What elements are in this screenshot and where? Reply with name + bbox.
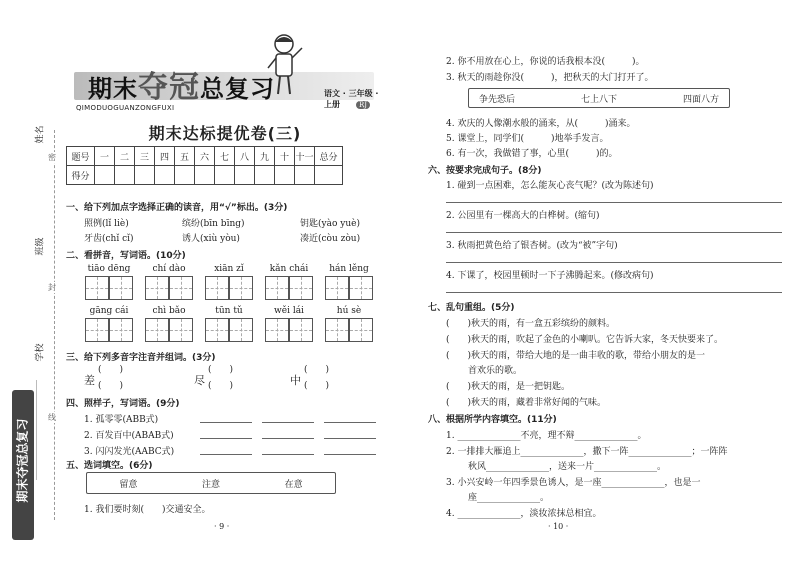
- pinyin-label: kǎn chái: [269, 264, 309, 274]
- polyphone-paren: ( ): [304, 381, 330, 391]
- section-7-heading: 七、乱句重组。(5分): [428, 303, 515, 313]
- word-bank: [468, 88, 730, 108]
- writing-box[interactable]: [145, 318, 169, 342]
- word-option: 四面八方: [682, 94, 719, 105]
- polyphone-paren: ( ): [98, 381, 124, 391]
- left-page: [64, 0, 386, 566]
- polyphone-char: 差: [84, 374, 95, 387]
- answer-line[interactable]: [446, 292, 782, 293]
- s7-item: ( )秋天的雨，藏着非常好闻的气味。: [446, 398, 607, 408]
- answer-line[interactable]: [324, 438, 376, 439]
- s8-item-cont: 秋风______________，送来一片______________。: [468, 462, 667, 472]
- page-number: · 10 ·: [548, 522, 569, 531]
- answer-line[interactable]: [324, 454, 376, 455]
- page-number: · 9 ·: [214, 522, 230, 531]
- polyphone-paren: ( ): [98, 365, 124, 375]
- score-header-cell: 二: [115, 147, 135, 166]
- polyphone-paren: ( ): [208, 365, 234, 375]
- brand-logo: [88, 62, 275, 106]
- answer-line[interactable]: [262, 454, 314, 455]
- answer-line[interactable]: [446, 262, 782, 263]
- writing-box[interactable]: [349, 276, 373, 300]
- word-option: 留意: [119, 479, 138, 490]
- section-2-heading: 二、看拼音，写词语。(10分): [66, 251, 186, 261]
- section-3-heading: 三、给下列多音字注音并组词。(3分): [66, 353, 216, 363]
- writing-box[interactable]: [349, 318, 373, 342]
- writing-box[interactable]: [325, 276, 349, 300]
- answer-line[interactable]: [262, 438, 314, 439]
- s4-item: 1. 孤零零(ABB式): [84, 415, 159, 425]
- section-8-heading: 八、根据所学内容填空。(11分): [428, 415, 557, 425]
- score-header-cell: 八: [235, 147, 255, 166]
- s6-item: 3. 秋雨把黄色给了银杏树。(改为“被”字句): [446, 241, 618, 251]
- writing-box[interactable]: [109, 318, 133, 342]
- pinyin-label: hán lěng: [329, 264, 369, 274]
- word-option: 七上八下: [580, 94, 617, 105]
- polyphone-char: 中: [290, 374, 301, 387]
- score-row: [67, 166, 343, 185]
- pinyin-label: chì bǎo: [152, 306, 186, 316]
- s8-item: 4. ______________，淡妆浓抹总相宜。: [446, 509, 602, 519]
- s1-item: 凑近(còu zòu): [300, 234, 361, 244]
- score-header-cell: 六: [195, 147, 215, 166]
- score-cell[interactable]: [235, 166, 255, 185]
- writing-box[interactable]: [169, 318, 193, 342]
- writing-box[interactable]: [169, 276, 193, 300]
- score-row-label: 得分: [67, 166, 95, 185]
- s7-item-cont: 首欢乐的歌。: [468, 366, 523, 376]
- score-header-cell: 一: [95, 147, 115, 166]
- section-4-heading: 四、照样子，写词语。(9分): [66, 399, 180, 409]
- s7-item: ( )秋天的雨，有一盒五彩缤纷的颜料。: [446, 319, 616, 329]
- score-header-cell: 十一: [295, 147, 315, 166]
- pinyin-label: tūn tǔ: [215, 306, 243, 316]
- fill-question: 3. 秋天的雨趁你没( )，把秋天的大门打开了。: [446, 73, 654, 83]
- answer-line[interactable]: [200, 438, 252, 439]
- seal-char-feng: 封: [48, 283, 56, 292]
- score-header-cell: 十: [275, 147, 295, 166]
- answer-line[interactable]: [200, 422, 252, 423]
- score-header-cell: 三: [135, 147, 155, 166]
- answer-line[interactable]: [446, 232, 782, 233]
- writing-box[interactable]: [205, 318, 229, 342]
- writing-box[interactable]: [85, 276, 109, 300]
- pinyin-label: xiān zǐ: [214, 264, 244, 274]
- s4-item: 2. 百发百中(ABAB式): [84, 431, 174, 441]
- s1-item: 牙齿(chǐ cǐ): [84, 234, 134, 244]
- s7-item: ( )秋天的雨，吹起了金色的小喇叭。它告诉大家，冬天快要来了。: [446, 335, 724, 345]
- pinyin-label: wěi lái: [274, 306, 304, 316]
- name-label: 姓名: [35, 125, 46, 144]
- s1-item: 缤纷(bīn bīng): [182, 219, 245, 229]
- writing-box[interactable]: [289, 318, 313, 342]
- score-cell[interactable]: [255, 166, 275, 185]
- word-option: 在意: [284, 479, 303, 490]
- answer-line[interactable]: [262, 422, 314, 423]
- writing-box[interactable]: [85, 318, 109, 342]
- s7-item: ( )秋天的雨，是一把钥匙。: [446, 382, 571, 392]
- seal-line: [54, 130, 55, 520]
- score-cell[interactable]: [135, 166, 155, 185]
- score-cell[interactable]: [195, 166, 215, 185]
- writing-box[interactable]: [325, 318, 349, 342]
- word-option: 争先恐后: [479, 94, 516, 105]
- s8-item: 3. 小兴安岭一年四季景色诱人，是一座______________，也是一: [446, 478, 701, 488]
- s6-item: 1. 碰到一点困难，怎么能灰心丧气呢？(改为陈述句): [446, 181, 654, 191]
- s5-question: 1. 我们要时刻( )交通安全。: [84, 505, 211, 515]
- s7-item: ( )秋天的雨，带给大地的是一曲丰收的歌，带给小朋友的是一: [446, 351, 706, 361]
- score-header-cell: 九: [255, 147, 275, 166]
- grade-badge: RJ: [356, 101, 370, 109]
- s1-item: 钥匙(yào yuè): [300, 219, 360, 229]
- writing-box[interactable]: [205, 276, 229, 300]
- s8-item: 1. ______________不亮，理不辩______________。: [446, 431, 647, 441]
- polyphone-paren: ( ): [304, 365, 330, 375]
- binding-margin: [0, 0, 62, 566]
- s1-item: 照例(lǐ liè): [84, 219, 129, 229]
- writing-box[interactable]: [229, 276, 253, 300]
- score-header-cell: 五: [175, 147, 195, 166]
- word-option: 注意: [201, 479, 220, 490]
- score-header-cell: 四: [155, 147, 175, 166]
- score-cell[interactable]: [215, 166, 235, 185]
- vertical-brand-logo: [12, 390, 34, 540]
- fill-question: 6. 有一次，我做错了事，心里( )的。: [446, 149, 618, 159]
- s8-item-cont: 座______________。: [468, 493, 550, 503]
- answer-line[interactable]: [446, 202, 782, 203]
- polyphone-char: 尽: [194, 374, 205, 387]
- section-5-heading: 五、选词填空。(6分): [66, 461, 153, 471]
- answer-line[interactable]: [200, 454, 252, 455]
- right-page: [426, 0, 796, 566]
- s6-item: 2. 公园里有一棵高大的白桦树。(缩句): [446, 211, 600, 221]
- writing-box[interactable]: [145, 276, 169, 300]
- fill-question: 4. 欢庆的人像潮水般的涌来，从( )涌来。: [446, 119, 636, 129]
- score-header-cell: 七: [215, 147, 235, 166]
- score-cell[interactable]: [115, 166, 135, 185]
- score-header-cell: 总分: [315, 147, 343, 166]
- brand-title-a: 期末: [88, 75, 138, 103]
- section-1-heading: 一、给下列加点字选择正确的读音，用“√”标出。(3分): [66, 203, 288, 213]
- school-label: 学校: [35, 343, 46, 362]
- vertical-brand-text: 期末夺冠总复习: [15, 418, 30, 503]
- fill-question: 2. 你不用放在心上，你说的话我根本没( )。: [446, 57, 645, 67]
- word-bank: [86, 472, 336, 494]
- score-cell[interactable]: [295, 166, 315, 185]
- fill-question: 5. 课堂上，同学们( )地举手发言。: [446, 134, 609, 144]
- polyphone-paren: ( ): [208, 381, 234, 391]
- writing-box[interactable]: [265, 318, 289, 342]
- paper-title: 期末达标提优卷(三): [148, 124, 302, 143]
- s8-item: 2. 一排排大雁追上______________，撒下一阵______________；一阵阵: [446, 447, 728, 457]
- class-label: 班级: [35, 237, 46, 256]
- pinyin-label: gāng cái: [89, 306, 129, 316]
- score-table: [66, 146, 343, 185]
- score-header-cell: 题号: [67, 147, 95, 166]
- mascot-icon: [262, 30, 306, 100]
- writing-box[interactable]: [289, 276, 313, 300]
- seal-char-mi: 密: [48, 153, 56, 162]
- score-cell[interactable]: [315, 166, 343, 185]
- section-6-heading: 六、按要求完成句子。(8分): [428, 166, 542, 176]
- s1-item: 诱人(xiù yòu): [182, 234, 240, 244]
- s6-item: 4. 下课了，校园里顿时一下子沸腾起来。(修改病句): [446, 271, 654, 281]
- s4-item: 3. 闪闪发光(AABC式): [84, 447, 175, 457]
- score-cell[interactable]: [275, 166, 295, 185]
- brand-title-c: 总复习: [200, 75, 275, 103]
- brand-title-b: 夺冠: [138, 70, 200, 105]
- score-cell[interactable]: [175, 166, 195, 185]
- divider: [36, 380, 44, 480]
- seal-char-xian: 线: [48, 413, 56, 422]
- writing-box[interactable]: [229, 318, 253, 342]
- brand-pinyin: QIMODUOGUANZONGFUXI: [76, 104, 175, 112]
- writing-box[interactable]: [265, 276, 289, 300]
- writing-box[interactable]: [109, 276, 133, 300]
- pinyin-label: chí dào: [152, 264, 186, 274]
- score-header-row: [67, 147, 343, 166]
- grade-tag: 语文 · 三年级 · 上册: [324, 89, 379, 109]
- answer-line[interactable]: [324, 422, 376, 423]
- pinyin-label: hú sè: [336, 306, 362, 316]
- score-cell[interactable]: [155, 166, 175, 185]
- score-cell[interactable]: [95, 166, 115, 185]
- pinyin-label: tiāo dēng: [87, 264, 131, 274]
